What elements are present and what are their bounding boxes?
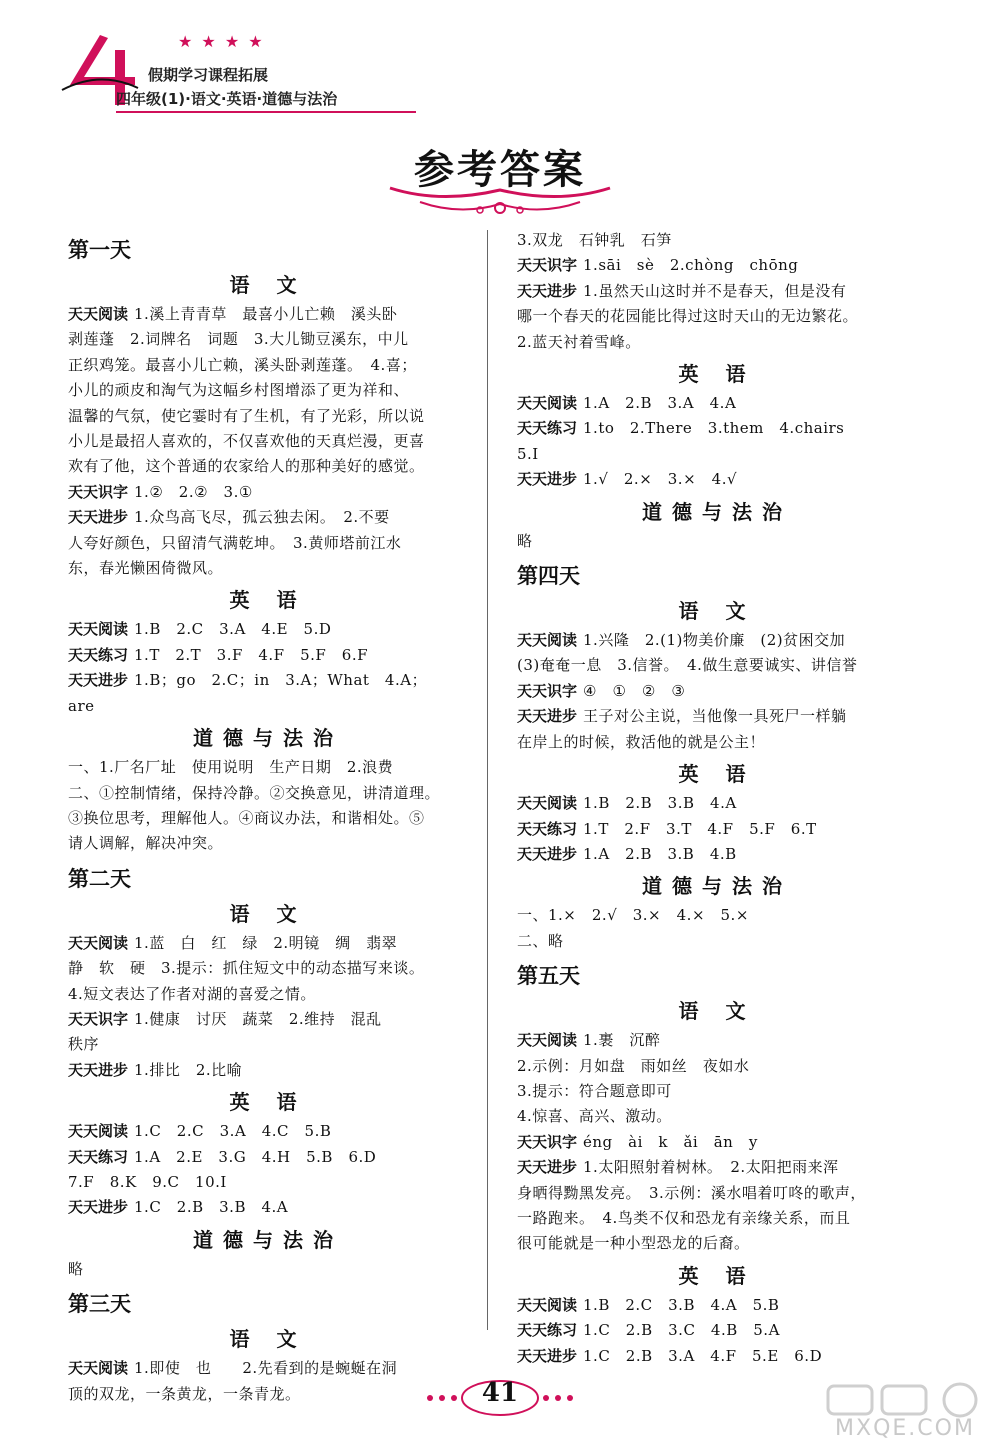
answer-text: 一、1.× 2.√ 3.× 4.× 5.×: [517, 906, 749, 925]
answer-line: [517, 704, 917, 729]
stars-icon: ★ ★ ★ ★: [178, 32, 265, 51]
answer-text: 1.A 2.E 3.G 4.H 5.B 6.D: [134, 1147, 377, 1166]
answer-line: [517, 1181, 917, 1206]
answer-text: 1.C 2.B 3.B 4.A: [134, 1198, 289, 1217]
answer-text: 哪一个春天的花园能比得过这时天山的无边繁花。: [517, 307, 859, 326]
answer-line: [517, 1293, 917, 1318]
answer-text: 小儿的顽皮和淘气为这幅乡村图增添了更为祥和、: [68, 381, 410, 400]
answer-line: [68, 378, 468, 403]
answer-line: [517, 1318, 917, 1343]
answer-text: 二、略: [517, 931, 564, 950]
answer-line: [517, 442, 917, 467]
answer-text: 1.即使 也 2.先看到的是蜿蜒在洞: [134, 1359, 398, 1378]
subject-heading: 道德与法治: [642, 874, 792, 899]
answer-text: 1.sāi sè 2.chòng chōng: [583, 256, 799, 275]
answer-line: [517, 842, 917, 867]
answer-line: [68, 694, 468, 719]
answer-section-label: 天天识字: [68, 1009, 129, 1028]
answer-line: [517, 279, 917, 304]
answer-section-label: 天天阅读: [517, 394, 578, 413]
answer-text: 在岸上的时候，救活他的就是公主！: [517, 732, 766, 751]
answer-line: [517, 1079, 917, 1104]
answer-text: 2.示例：月如盘 雨如丝 夜如水: [517, 1056, 750, 1075]
answer-text: 欢有了他，这个普通的农家给人的那种美好的感觉。: [68, 457, 425, 476]
answer-line: [517, 1206, 917, 1231]
answer-text: 很可能就是一种小型恐龙的后裔。: [517, 1234, 750, 1253]
answer-text: 3.双龙 石钟乳 石笋: [517, 231, 672, 249]
answer-section-label: 天天阅读: [68, 1122, 129, 1141]
answer-line: [68, 302, 468, 327]
answer-line: [68, 668, 468, 693]
answer-text: 一路跑来。 4.鸟类不仅和恐龙有亲缘关系，而且: [517, 1208, 851, 1227]
answer-text: 静 软 硬 3.提示：抓住短文中的动态描写来谈。: [68, 959, 425, 978]
left-answer-column: [68, 228, 468, 1407]
answer-section-label: 天天识字: [517, 256, 578, 275]
answer-line: [517, 467, 917, 492]
answer-line: [68, 1257, 468, 1282]
answer-text: 身晒得黝黑发亮。 3.示例：溪水唱着叮咚的歌声，: [517, 1183, 866, 1202]
subject-heading: 英 语: [678, 362, 756, 387]
header-grade-subjects: 四年级(1)·语文·英语·道德与法治: [116, 90, 338, 108]
answer-text: 1.溪上青青草 最喜小儿亡赖 溪头卧: [134, 305, 398, 323]
answer-line: [517, 1054, 917, 1079]
answer-line: [68, 480, 468, 505]
answer-section-label: 天天进步: [68, 671, 129, 690]
subject-heading: 语 文: [678, 599, 756, 624]
header-underline: [116, 111, 416, 113]
answer-line: [68, 1170, 468, 1195]
answer-section-label: 天天识字: [68, 482, 129, 501]
answer-section-label: 天天阅读: [517, 1031, 578, 1050]
watermark: [820, 1380, 990, 1445]
answer-section-label: 天天阅读: [68, 1359, 129, 1378]
answer-line: [68, 1195, 468, 1220]
answer-line: [517, 330, 917, 355]
answer-section-label: 天天练习: [517, 419, 578, 438]
answer-section-label: 天天阅读: [68, 620, 129, 639]
answer-section-label: 天天进步: [517, 1158, 578, 1177]
answer-text: 1.A 2.B 3.A 4.A: [583, 394, 737, 413]
subject-heading: 语 文: [229, 1327, 307, 1352]
answer-line: [68, 556, 468, 581]
book-header: [60, 30, 400, 115]
answer-line: [517, 1344, 917, 1369]
answer-text: 1.to 2.There 3.them 4.chairs: [583, 419, 845, 438]
answer-text: 人夸好颜色，只留清气满乾坤。 3.黄师塔前江水: [68, 533, 402, 552]
answer-section-label: 天天练习: [68, 1147, 129, 1166]
day-heading: 第四天: [517, 564, 580, 589]
subject-heading: 道德与法治: [193, 726, 343, 751]
answer-text: 1.C 2.B 3.C 4.B 5.A: [583, 1321, 780, 1340]
answer-line: [517, 253, 917, 278]
day-heading: 第五天: [517, 964, 580, 989]
answer-text: 1.B；go 2.C；in 3.A；What 4.A；: [134, 671, 428, 690]
answer-text: 1.兴隆 2.(1)物美价廉 (2)贫困交加: [583, 631, 846, 650]
subject-heading: 英 语: [678, 762, 756, 787]
answer-section-label: 天天阅读: [68, 305, 129, 323]
subject-heading: 英 语: [229, 588, 307, 613]
answer-text: 7.F 8.K 9.C 10.I: [68, 1172, 227, 1191]
answer-text: 1.√ 2.× 3.× 4.√: [583, 470, 738, 489]
answer-line: [517, 903, 917, 928]
answer-text: 剥莲蓬 2.词牌名 词题 3.大儿锄豆溪东，中儿: [68, 330, 409, 349]
answer-text: 1.② 2.② 3.①: [134, 482, 253, 501]
answer-text: 1.虽然天山这时并不是春天，但是没有: [583, 281, 847, 300]
answer-line: [517, 529, 917, 554]
answer-line: [68, 1007, 468, 1032]
answer-section-label: 天天进步: [517, 844, 578, 863]
answer-line: [517, 817, 917, 842]
answer-section-label: 天天阅读: [517, 631, 578, 650]
page-title: 参考答案: [414, 147, 586, 193]
answer-section-label: 天天识字: [517, 681, 578, 700]
answer-text: 1.C 2.C 3.A 4.C 5.B: [134, 1122, 332, 1141]
right-answer-column: [517, 228, 917, 1369]
answer-line: [68, 781, 468, 806]
answer-section-label: 天天进步: [517, 707, 578, 726]
answer-section-label: 天天阅读: [68, 933, 129, 952]
answer-line: [68, 806, 468, 831]
answer-line: [68, 956, 468, 981]
answer-line: [68, 617, 468, 642]
answer-text: 1.A 2.B 3.B 4.B: [583, 844, 737, 863]
answer-line: [68, 531, 468, 556]
answer-text: 1.B 2.C 3.A 4.E 5.D: [134, 620, 332, 639]
answer-text: éng ài k ǎi ān y: [583, 1132, 758, 1151]
subject-heading: 英 语: [229, 1090, 307, 1115]
answer-section-label: 天天练习: [517, 819, 578, 838]
answer-line: [517, 1155, 917, 1180]
answer-line: [517, 929, 917, 954]
answer-line: [68, 505, 468, 530]
answer-text: 5.I: [517, 444, 539, 463]
answer-line: [68, 454, 468, 479]
answer-section-label: 天天练习: [68, 645, 129, 664]
day-heading: 第三天: [68, 1292, 131, 1317]
answer-text: 温馨的气氛，使它霎时有了生机，有了光彩，所以说: [68, 406, 425, 425]
answer-text: 4.惊喜、高兴、激动。: [517, 1107, 672, 1126]
answer-text: 1.众鸟高飞尽，孤云独去闲。 2.不要: [134, 508, 390, 527]
answer-line: [517, 304, 917, 329]
answer-line: [68, 755, 468, 780]
answer-line: [68, 1119, 468, 1144]
page-title-block: [380, 138, 620, 218]
answer-line: [517, 628, 917, 653]
answer-section-label: 天天进步: [68, 1198, 129, 1217]
answer-line: [517, 730, 917, 755]
answer-text: 1.T 2.T 3.F 4.F 5.F 6.F: [134, 645, 369, 664]
answer-line: [68, 982, 468, 1007]
answer-line: [68, 353, 468, 378]
answer-line: [68, 1145, 468, 1170]
answer-line: [517, 228, 917, 253]
watermark-text: MXQE.COM: [835, 1416, 975, 1441]
title-ornament-icon: [380, 182, 620, 218]
answer-text: ④ ① ② ③: [583, 681, 686, 700]
answer-section-label: 天天进步: [68, 508, 129, 527]
answer-text: 1.T 2.F 3.T 4.F 5.F 6.T: [583, 819, 817, 838]
answer-text: 1.B 2.C 3.B 4.A 5.B: [583, 1295, 780, 1314]
answer-text: 2.蓝天衬着雪峰。: [517, 332, 641, 351]
answer-line: [68, 1382, 468, 1407]
answer-text: 一、1.厂名厂址 使用说明 生产日期 2.浪费: [68, 758, 394, 777]
subject-heading: 道德与法治: [642, 499, 792, 524]
answer-text: ③换位思考，理解他人。④商议办法，和谐相处。⑤: [68, 808, 425, 827]
answer-section-label: 天天阅读: [517, 1295, 578, 1314]
answer-text: 东，春光懒困倚微风。: [68, 559, 224, 578]
page-number: 41: [481, 1378, 519, 1408]
answer-line: [68, 327, 468, 352]
answer-line: [517, 1130, 917, 1155]
answer-line: [68, 931, 468, 956]
answer-line: [68, 1058, 468, 1083]
answer-text: 小儿是最招人喜欢的，不仅喜欢他的天真烂漫，更喜: [68, 432, 425, 451]
answer-line: [68, 643, 468, 668]
answer-line: [517, 791, 917, 816]
answer-text: (3)奄奄一息 3.信誉。 4.做生意要诚实、讲信誉: [517, 656, 858, 675]
answer-section-label: 天天进步: [517, 281, 578, 300]
answer-text: 1.B 2.B 3.B 4.A: [583, 794, 737, 813]
answer-text: 顶的双龙，一条黄龙，一条青龙。: [68, 1384, 301, 1403]
answer-text: 1.蓝 白 红 绿 2.明镜 绸 翡翠: [134, 933, 398, 952]
answer-text: 略: [68, 1259, 84, 1278]
answer-line: [517, 653, 917, 678]
answer-line: [68, 429, 468, 454]
answer-text: 4.短文表达了作者对湖的喜爱之情。: [68, 984, 316, 1003]
answer-text: 秩序: [68, 1035, 100, 1054]
answer-section-label: 天天进步: [517, 470, 578, 489]
answer-section-label: 天天进步: [517, 1346, 578, 1365]
answer-line: [517, 416, 917, 441]
answer-section-label: 天天进步: [68, 1060, 129, 1079]
answer-section-label: 天天识字: [517, 1132, 578, 1151]
answer-text: 1.太阳照射着树林。 2.太阳把雨来浑: [583, 1158, 839, 1177]
answer-text: 1.排比 2.比喻: [134, 1060, 243, 1079]
subject-heading: 语 文: [229, 901, 307, 926]
answer-text: 1.健康 讨厌 蔬菜 2.维持 混乱: [134, 1009, 382, 1028]
answer-line: [517, 1028, 917, 1053]
answer-text: 1.C 2.B 3.A 4.F 5.E 6.D: [583, 1346, 823, 1365]
answer-text: 正织鸡笼。最喜小儿亡赖，溪头卧剥莲蓬。 4.喜；: [68, 355, 417, 374]
answer-text: 略: [517, 531, 533, 550]
answer-text: 二、①控制情绪，保持冷静。②交换意见，讲清道理。: [68, 783, 441, 802]
answer-text: 3.提示：符合题意即可: [517, 1081, 672, 1100]
answer-line: [68, 831, 468, 856]
answer-text: 1.裹 沉醉: [583, 1031, 661, 1050]
answer-section-label: 天天练习: [517, 1321, 578, 1340]
subject-heading: 语 文: [678, 999, 756, 1024]
day-heading: 第二天: [68, 866, 131, 891]
page-footer: [420, 1378, 580, 1418]
answer-line: [517, 679, 917, 704]
subject-heading: 语 文: [229, 273, 307, 297]
watermark-logo-icon: [820, 1380, 990, 1420]
header-series-title: 假期学习课程拓展: [148, 66, 269, 84]
answer-line: [517, 391, 917, 416]
answer-section-label: 天天阅读: [517, 794, 578, 813]
answer-text: 王子对公主说，当他像一具死尸一样躺: [583, 707, 847, 726]
answer-line: [517, 1104, 917, 1129]
answer-text: are: [68, 696, 95, 715]
column-divider: [487, 230, 488, 1330]
subject-heading: 道德与法治: [193, 1227, 343, 1252]
answer-line: [68, 1356, 468, 1381]
answer-text: 请人调解，解决冲突。: [68, 834, 224, 853]
day-heading: 第一天: [68, 238, 131, 262]
answer-line: [517, 1231, 917, 1256]
answer-line: [68, 404, 468, 429]
answer-line: [68, 1032, 468, 1057]
subject-heading: 英 语: [678, 1263, 756, 1288]
